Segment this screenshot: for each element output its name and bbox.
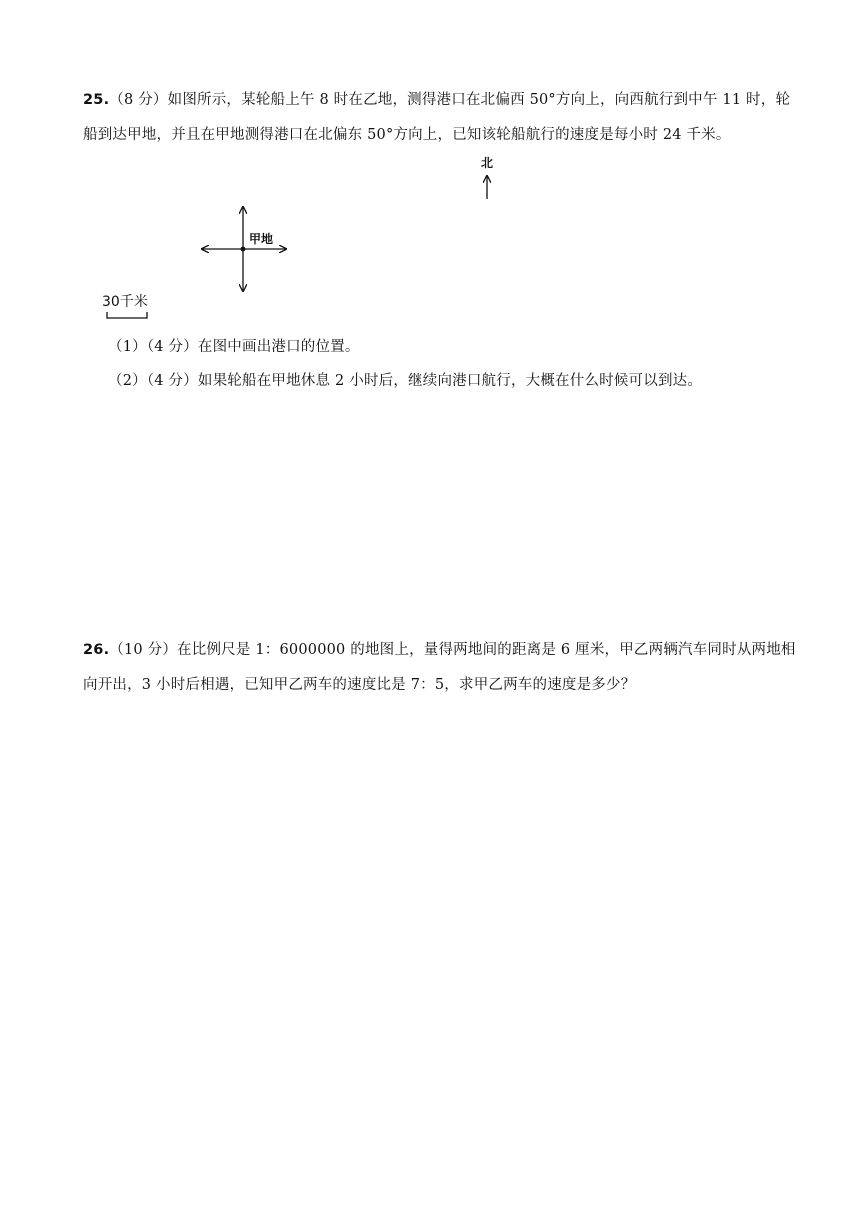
- q26-line-1: [83, 640, 796, 660]
- q26-number: 26.: [83, 642, 110, 658]
- compass-cross-icon: [202, 207, 286, 291]
- q25-line-1: [83, 90, 790, 110]
- q26-text-line-1: （10 分）在比例尺是 1：6000000 的地图上，量得两地间的距离是 6 厘米，甲乙两辆汽车同时从两地相: [109, 642, 796, 658]
- q25-sub-2: （2）（4 分）如果轮船在甲地休息 2 小时后，继续向港口航行，大概在什么时候可以到达。: [108, 373, 703, 389]
- scale-label: 30千米: [102, 294, 148, 310]
- q25-text-line-1: （8 分）如图所示，某轮船上午 8 时在乙地，测得港口在北偏西 50°方向上，向西航行到中午 11 时，轮: [109, 92, 791, 108]
- point-jia-label: 甲地: [249, 232, 274, 246]
- scale-bar-icon: [107, 312, 147, 318]
- q25-text-line-2: 船到达甲地，并且在甲地测得港口在北偏东 50°方向上，已知该轮船航行的速度是每小时 24 千米。: [83, 127, 731, 143]
- q25-figure: [0, 150, 860, 330]
- q25-number: 25.: [83, 92, 110, 108]
- q25-sub-1: （1）（4 分）在图中画出港口的位置。: [108, 339, 360, 355]
- q26-text-line-2: 向开出，3 小时后相遇，已知甲乙两车的速度比是 7：5，求甲乙两车的速度是多少？: [83, 677, 636, 693]
- north-label: 北: [480, 156, 494, 170]
